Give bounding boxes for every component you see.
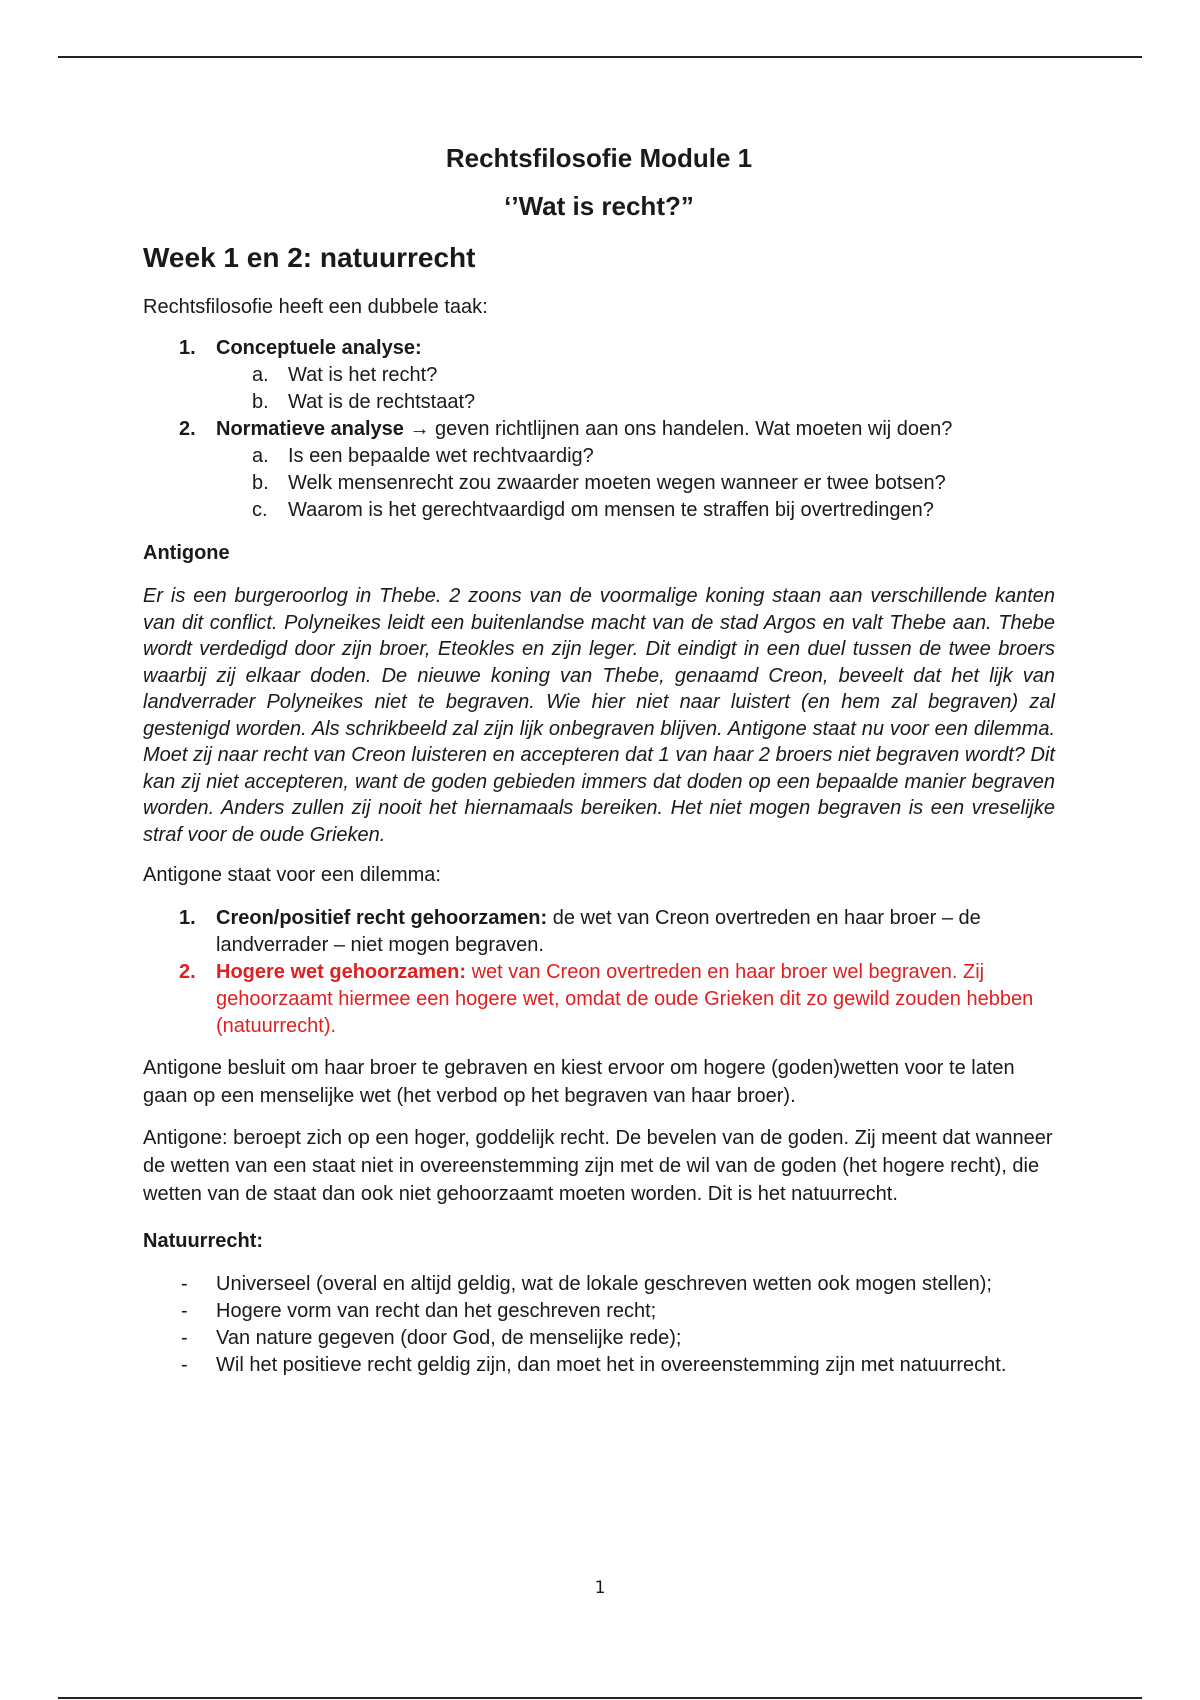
task-item [143,416,1055,524]
week-heading: Week 1 en 2: natuurrecht [143,242,476,273]
sub-list [216,443,1055,524]
sub-item [216,389,1055,416]
sub-list [216,362,1055,416]
list-item [143,1271,1055,1298]
dilemma-text: wet van Creon overtreden en haar broer wel begraven. Zij gehoorzaamt hiermee een hogere wet, omdat de oude Grieken dit zo gewild zouden hebben (natuurrecht). [216,961,1034,1037]
dilemma-item-highlighted [143,959,1055,1040]
document-title: Rechtsfilosofie Module 1 [445,143,753,173]
list-item [143,1325,1055,1352]
list-letter: b. [252,391,269,413]
sub-item [216,470,1055,497]
sub-item-text: Welk mensenrecht zou zwaarder moeten wegen wanneer er twee botsen? [288,472,946,494]
sub-item-text: Is een bepaalde wet rechtvaardig? [288,445,594,467]
antigone-story: Er is een burgeroorlog in Thebe. 2 zoons van de voormalige koning staan aan verschillende kanten van dit conflict. Polyneikes leidt een buitenlandse macht van de stad Argos en valt Thebe aan. Thebe wordt verdedigd door zijn broer, Eteokles en zijn leger. Dit eindigt in een duel tussen de twee broers waarbij zij elkaar doden. De nieuwe koning van Thebe, genaamd Creon, beveelt dat het lijk van landverrader Polyneikes niet te begraven. Wie hier niet naar luistert (en hem zal begraven) zal gestenigd worden. Als schrikbeeld zal zijn lijk onbegraven blijven. Antigone staat nu voor een dilemma. Moet zij naar recht van Creon luisteren en accepteren dat 1 van haar 2 broers niet begraven wordt? Dit kan zij niet accepteren, want de goden gebieden immers dat doden op een bepaalde manier begraven worden. Anders zullen zij nooit het hiernamaals bereiken. Het niet mogen begraven is een vreselijke straf voor de oude Grieken. [143,585,1055,846]
natuurrecht-list [143,1271,1055,1379]
list-letter: c. [252,499,268,521]
list-item-text: Universeel (overal en altijd geldig, wat de lokale geschreven wetten ook mogen stellen); [216,1273,992,1295]
dilemma-intro: Antigone staat voor een dilemma: [143,864,441,886]
paragraph-higher-law: Antigone: beroept zich op een hoger, goddelijk recht. De bevelen van de goden. Zij meent dat wanneer de wetten van een staat niet in overeenstemming zijn met de wil van de goden (het hogere recht), die wetten van de staat dan ook niet gehoorzaamt moeten worden. Dit is het natuurrecht. [143,1127,1053,1205]
list-letter: b. [252,472,269,494]
header-rule [58,56,1142,58]
list-number: 1. [179,337,196,359]
task-text: → geven richtlijnen aan ons handelen. Wat moeten wij doen? [403,418,953,440]
intro-text: Rechtsfilosofie heeft een dubbele taak: [143,296,488,318]
list-item-text: Wil het positieve recht geldig zijn, dan moet het in overeenstemming zijn met natuurrecht. [216,1354,1007,1376]
document-subtitle: ‘’Wat is recht?” [504,191,694,221]
sub-item-text: Wat is de rechtstaat? [288,391,476,413]
list-number: 2. [179,418,196,440]
task-label: Normatieve analyse [216,418,404,440]
dilemma-text: de wet van Creon overtreden en haar broer – de landverrader – niet mogen begraven. [216,907,981,956]
footer-rule [58,1697,1142,1699]
dilemma-item [143,905,1055,959]
list-number: 2. [179,961,196,983]
antigone-heading: Antigone [143,542,230,564]
dilemma-label: Hogere wet gehoorzamen: [216,961,467,983]
task-list [143,335,1055,524]
sub-item [216,497,1055,524]
page-number: 1 [594,1578,606,1598]
dilemma-label: Creon/positief recht gehoorzamen: [216,907,548,929]
task-label: Conceptuele analyse: [216,337,422,359]
document-page [143,140,1055,1379]
dash-bullet: - [181,1354,188,1376]
dash-bullet: - [181,1273,188,1295]
list-number: 1. [179,907,196,929]
task-item [143,335,1055,416]
list-letter: a. [252,445,269,467]
sub-item [216,362,1055,389]
dash-bullet: - [181,1327,188,1349]
list-item-text: Hogere vorm van recht dan het geschreven recht; [216,1300,657,1322]
list-item-text: Van nature gegeven (door God, de menselijke rede); [216,1327,682,1349]
sub-item-text: Waarom is het gerechtvaardigd om mensen te straffen bij overtredingen? [288,499,934,521]
sub-item [216,443,1055,470]
natuurrecht-heading: Natuurrecht: [143,1230,264,1252]
dilemma-list [143,905,1055,1040]
list-letter: a. [252,364,269,386]
paragraph-decision: Antigone besluit om haar broer te gebraven en kiest ervoor om hogere (goden)wetten voor te laten gaan op een menselijke wet (het verbod op het begraven van haar broer). [143,1057,1015,1107]
list-item [143,1352,1055,1379]
dash-bullet: - [181,1300,188,1322]
list-item [143,1298,1055,1325]
sub-item-text: Wat is het recht? [288,364,438,386]
